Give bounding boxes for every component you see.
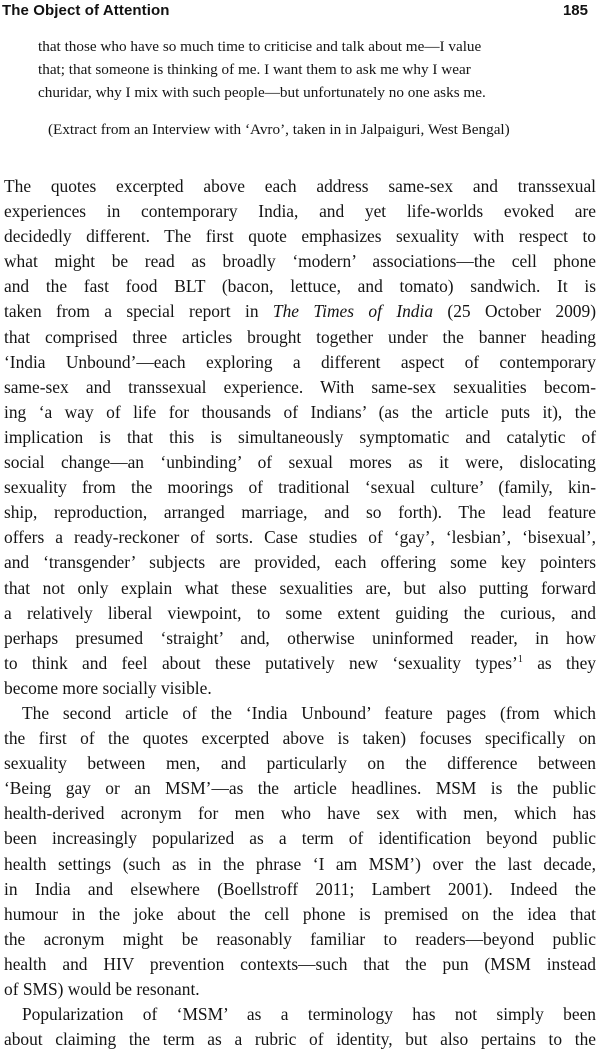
body-text [4,174,596,1052]
body-line: ‘Being gay or an MSM’—as the article headlines. MSM is the public [4,778,596,799]
body-line: the first of the quotes excerpted above is taken) focuses specifically on [4,728,596,749]
body-line-end: as they [522,652,596,673]
body-line: sexuality between men, and particularly on the difference between [4,753,596,774]
body-line: The quotes excerpted above each address same-sex and transsexual [4,176,596,196]
body-line: offers a ready-reckoner of sorts. Case studies of ‘gay’, ‘lesbian’, ‘bisexual’, [4,527,596,548]
body-line: implication is that this is simultaneously symptomatic and catalytic of [4,426,596,447]
body-line: a relatively liberal viewpoint, to some extent guiding the curious, and [4,602,596,623]
body-line: ‘India Unbound’—each exploring a different aspect of contemporary [4,351,596,372]
body-line: and ‘transgender’ subjects are provided, each offering some key pointers [4,552,596,573]
quote-attribution: (Extract from an Interview with ‘Avro’, taken in in Jalpaiguri, West Bengal) [48,121,510,138]
publication-title: The Times of India [272,301,434,322]
footnote-marker: 1 [517,653,523,665]
body-line: social change—an ‘unbinding’ of sexual mores as it were, dislocating [4,452,596,473]
body-line: what might be read as broadly ‘modern’ associations—the cell phone [4,251,596,272]
body-line: of SMS) would be resonant. [4,979,200,999]
page-number: 185 [562,2,588,19]
body-line: health-derived acronym for men who have sex with men, which has [4,803,596,824]
running-head [0,0,600,22]
body-line: ing ‘a way of life for thousands of Indians’ (as the article puts it), the [4,401,596,422]
paragraph-start-line: The second article of the ‘India Unbound’ feature pages (from which [22,702,596,723]
body-line: sexuality from the moorings of traditional ‘sexual culture’ (family, kin- [4,477,596,498]
body-line: been increasingly popularized as a term of identification beyond public [4,828,596,849]
body-line-end: (25 October 2009) [433,301,596,322]
body-line: health settings (such as in the phrase ‘I am MSM’) over the last decade, [4,853,596,874]
body-line: that comprised three articles brought together under the banner heading [4,326,596,347]
body-line: in India and elsewhere (Boellstroff 2011; Lambert 2001). Indeed the [4,878,596,899]
body-line: health and HIV prevention contexts—such that the pun (MSM instead [4,953,596,974]
body-line-start: to think and feel about these putatively new ‘sexuality types’ [4,652,518,673]
quote-line: churidar, why I mix with such people—but unfortunately no one asks me. [38,84,486,101]
body-line-with-citation [4,299,596,324]
body-line: that not only explain what these sexualities are, but also putting forward [4,577,596,598]
body-line: experiences in contemporary India, and yet life-worlds evoked are [4,201,596,222]
body-line: about claiming the term as a rubric of identity, but also pertains to the [4,1029,596,1050]
body-line: decidedly different. The first quote emphasizes sexuality with respect to [4,226,596,247]
body-line: perhaps presumed ‘straight’ and, otherwise uninformed reader, in how [4,627,596,648]
block-quote [38,35,586,104]
quote-line: that; that someone is thinking of me. I want them to ask me why I wear [38,61,471,78]
body-line: and the fast food BLT (bacon, lettuce, and tomato) sandwich. It is [4,276,596,297]
body-line: ship, reproduction, arranged marriage, and so forth). The lead feature [4,502,596,523]
quote-line: that those who have so much time to criticise and talk about me—I value [38,38,482,55]
body-line-start: taken from a special report in [4,301,273,322]
body-line: become more socially visible. [4,677,212,698]
paragraph-start-line: Popularization of ‘MSM’ as a terminology has not simply been [22,1004,596,1025]
body-line: humour in the joke about the cell phone is premised on the idea that [4,903,596,924]
body-line: same-sex and transsexual experience. With same-sex sexualities becom- [4,376,596,397]
body-line-with-footnote [4,651,596,676]
chapter-title: The Object of Attention [2,2,170,19]
body-line: the acronym might be reasonably familiar to readers—beyond public [4,928,596,949]
